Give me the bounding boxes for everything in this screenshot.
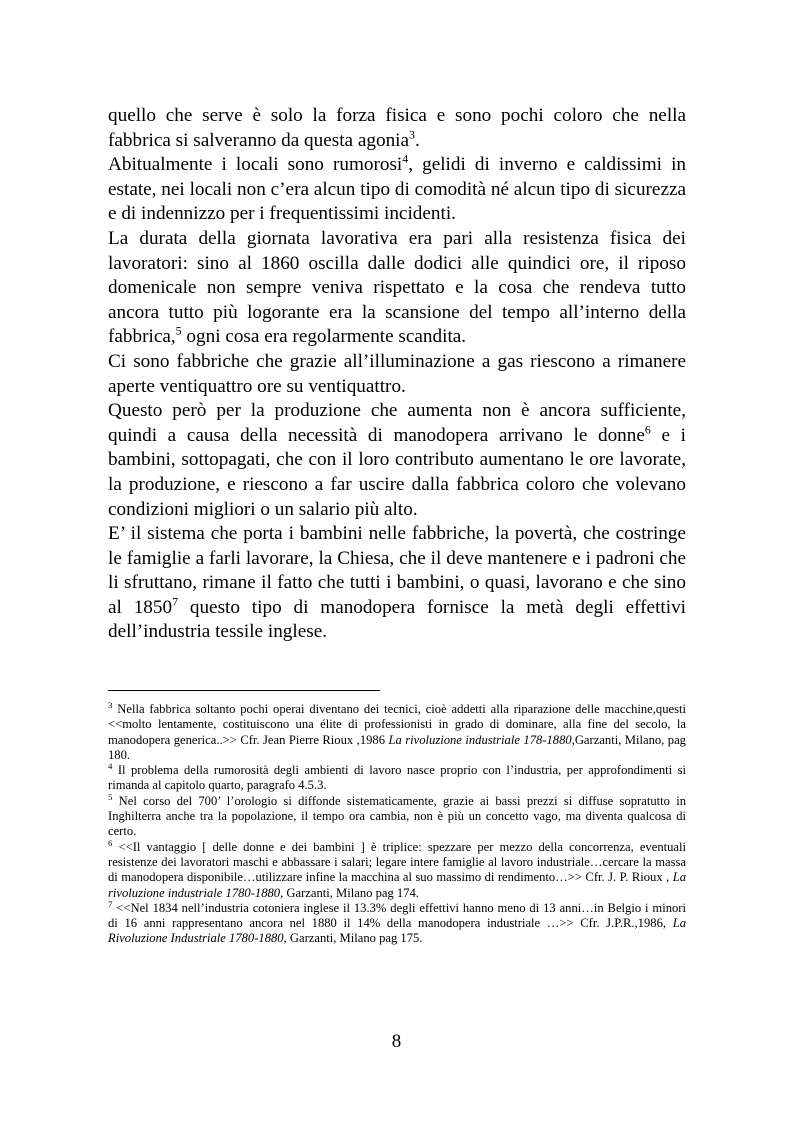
footnote-number: 5 bbox=[108, 791, 113, 802]
footnote-number: 7 bbox=[108, 898, 113, 909]
text-run: e i bambini, sottopagati, che con il loro contributo aumentano le ore lavorate, la produzione, e riescono a far uscire dalla fabbrica coloro che volevano condizioni migliori o un salario più alto. bbox=[108, 424, 686, 520]
page-number: 8 bbox=[391, 1031, 402, 1052]
text-run: . bbox=[414, 129, 420, 151]
text-run: , gelidi di inverno e caldissimi in estate, nei locali non c’era alcun tipo di comodità né alcun tipo di sicurezza e di indennizzo per i frequentissimi incidenti. bbox=[108, 154, 687, 225]
text-run: Nel corso del 700’ l’orologio si diffonde sistematicamente, grazie ai bassi prezzi si diffuse sopratutto in Inghilterra anche tra la popolazione, il tempo ora cambia, non è più un concetto vago, ma diventa qualcosa di certo. bbox=[108, 793, 686, 839]
paragraph-p3 bbox=[108, 227, 686, 350]
footnote-separator bbox=[108, 690, 380, 691]
paragraph-p4 bbox=[108, 350, 686, 399]
footnote-number: 6 bbox=[108, 837, 113, 848]
paragraph-p6 bbox=[108, 522, 686, 645]
footnotes bbox=[108, 699, 686, 947]
text-run: Il problema della rumorosità degli ambienti di lavoro nasce proprio con l’industria, per approfondimenti si rimanda al capitolo quarto, paragrafo 4.5.3. bbox=[108, 763, 686, 793]
footnote-fn7 bbox=[108, 898, 686, 947]
text-run: E’ il sistema che porta i bambini nelle fabbriche, la povertà, che costringe le famiglie a farli lavorare, la Chiesa, che il deve mantenere e i padroni che li sfruttano, rimane il fatto che tutti i bambini, o quasi, lavorano e che sino al 1850 bbox=[108, 523, 686, 618]
footnote-ref-3: 3 bbox=[409, 127, 415, 142]
footnote-ref-7: 7 bbox=[172, 594, 179, 609]
footnote-number: 3 bbox=[108, 699, 113, 710]
footnote-ref-6: 6 bbox=[644, 422, 651, 437]
book-title: La rivoluzione industriale 1780-1880 bbox=[108, 870, 686, 900]
text-run: Questo però per la produzione che aumenta non è ancora sufficiente, quindi a causa della necessità di manodopera arrivano le donne bbox=[108, 400, 686, 446]
text-run: ,Garzanti, Milano, pag 180. bbox=[108, 732, 686, 762]
book-title: La Rivoluzione Industriale 1780-1880 bbox=[108, 916, 686, 946]
text-run: <<Il vantaggio [ delle donne e dei bambini ] è triplice: spezzare per mezzo della concorrenza, eventuali resistenze dei lavoratori maschi e abbassare i salari; legare intere famiglie al lavoro industriale…cercare la massa di manodopera disponibile…utilizzare infine la macchina al suo massimo di rendimento…>> Cfr. J. P. Rioux , bbox=[108, 839, 686, 885]
paragraph-p1 bbox=[108, 104, 686, 153]
body-text bbox=[108, 104, 686, 645]
text-run: Abitualmente i locali sono rumorosi bbox=[108, 154, 403, 176]
footnote-fn3 bbox=[108, 699, 686, 763]
text-run: quello che serve è solo la forza fisica e sono pochi coloro che nella fabbrica si salveranno da questa agonia bbox=[108, 105, 686, 151]
footnote-ref-4: 4 bbox=[402, 151, 409, 166]
footnote-fn5 bbox=[108, 791, 686, 840]
footnote-fn6 bbox=[108, 837, 686, 901]
text-run: , Garzanti, Milano pag 174. bbox=[280, 885, 419, 900]
footnote-ref-5: 5 bbox=[175, 323, 182, 338]
text-run: Nella fabbrica soltanto pochi operai diventano dei tecnici, cioè addetti alla riparazione delle macchine,questi <<molto lentamente, costituiscono una élite di professionisti in grado di dominare, alla fine del secolo, la manodopera generica..>> Cfr. Jean Pierre Rioux ,1986 bbox=[108, 702, 686, 747]
footnote-number: 4 bbox=[108, 761, 113, 771]
text-run: La durata della giornata lavorativa era pari alla resistenza fisica dei lavoratori: sino al 1860 oscilla dalle dodici alle quindici ore, il riposo domenicale non sempre veniva rispettato e la cosa che rendeva tutto ancora tutto più logorante era la scansione del tempo all’interno della fabbrica, bbox=[108, 227, 686, 348]
text-run: questo tipo di manodopera fornisce la metà degli effettivi dell’industria tessile inglese. bbox=[108, 596, 686, 643]
paragraph-p5 bbox=[108, 399, 686, 522]
text-run: <<Nel 1834 nell’industria cotoniera inglese il 13.3% degli effettivi hanno meno di 13 anni…in Belgio i minori di 16 anni rappresentano ancora nel 1880 il 14% della manodopera industriale …>> Cfr. J.P.R.,1986, bbox=[108, 900, 686, 931]
book-title: La rivoluzione industriale 178-1880 bbox=[388, 732, 572, 747]
footnote-fn4 bbox=[108, 763, 686, 794]
paragraph-p2 bbox=[108, 153, 686, 227]
text-run: , Garzanti, Milano pag 175. bbox=[283, 931, 423, 946]
text-run: Ci sono fabbriche che grazie all’illuminazione a gas riescono a rimanere aperte ventiquattro ore su ventiquattro. bbox=[108, 350, 686, 397]
text-run: ogni cosa era regolarmente scandita. bbox=[181, 326, 467, 348]
